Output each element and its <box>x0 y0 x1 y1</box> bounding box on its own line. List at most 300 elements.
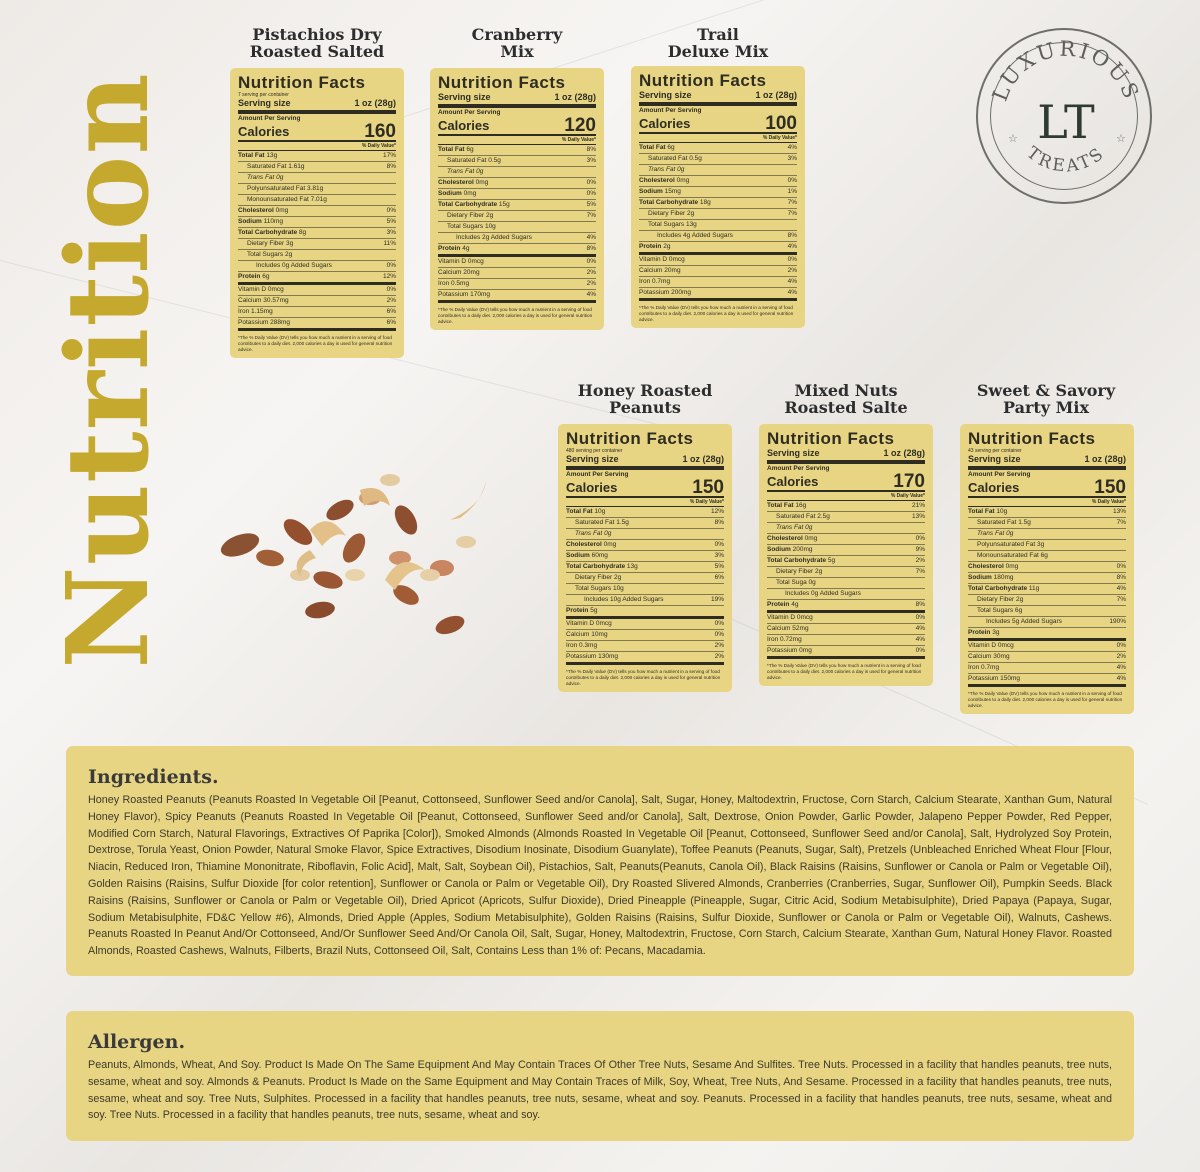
nutrient-name-cell <box>639 255 685 265</box>
nutrient-row <box>238 173 396 184</box>
nutrient-name: Calcium <box>438 269 462 276</box>
nutrient-name-cell <box>584 595 664 605</box>
nutrient-amount: 0mg <box>804 535 818 542</box>
nutrient-name-cell <box>238 228 306 238</box>
nutrient-row <box>566 518 724 529</box>
nutrient-daily-value: 0% <box>386 286 396 293</box>
nutrient-daily-value: 8% <box>386 163 396 170</box>
brand-seal-graphic <box>978 30 1154 206</box>
nutrient-name: Includes <box>657 232 682 239</box>
nutrient-daily-value: 2% <box>1116 653 1126 660</box>
nutrient-amount: 13g <box>685 221 697 228</box>
nutrient-name: Total Carbohydrate <box>639 199 699 206</box>
nutrient-suffix: Fat 0g <box>264 174 284 181</box>
nutrient-name-cell <box>238 272 269 282</box>
nutrient-row <box>968 663 1126 674</box>
nutrient-name: Dietary Fiber <box>977 596 1015 603</box>
calories-row <box>968 479 1126 498</box>
nutrient-name-cell <box>247 239 293 249</box>
nutrient-row <box>968 540 1126 551</box>
nutrient-daily-value: 7% <box>1116 519 1126 526</box>
calories-value: 120 <box>564 115 596 136</box>
serving-size-value: 1 oz (28g) <box>354 98 396 108</box>
nutrient-amount: 0.72mg <box>780 636 802 643</box>
star-icon: ☆ <box>1116 132 1126 145</box>
mixed-nuts-illustration <box>210 450 500 640</box>
nutrient-amount: 4g <box>462 245 470 252</box>
nutrient-daily-value: 4% <box>787 289 797 296</box>
nutrient-name: Total Fat <box>238 152 265 159</box>
nutrient-row <box>238 239 396 250</box>
nutrient-row <box>968 595 1126 606</box>
nutrient-name: Polyunsaturated Fat <box>977 541 1036 548</box>
nutrient-row <box>968 641 1126 652</box>
nutrient-name: Total Carbohydrate <box>968 585 1028 592</box>
nutrient-name: Iron <box>968 664 980 671</box>
nutrient-daily-value: 19% <box>710 596 724 603</box>
nutrient-amount: 1.5g <box>1018 519 1031 526</box>
calories-label: Calories <box>238 124 290 139</box>
nutrient-row <box>767 567 925 578</box>
product-title-line: Deluxe Mix <box>667 42 769 61</box>
nutrient-name: Protein <box>767 601 790 608</box>
nutrient-daily-value: 8% <box>586 146 596 153</box>
nutrient-amount: 0g Added Sugars <box>282 262 332 269</box>
nutrient-daily-value: 4% <box>586 234 596 241</box>
nutrient-name-cell <box>256 261 332 271</box>
nutrient-daily-value: 0% <box>915 647 925 654</box>
nutrient-row <box>238 162 396 173</box>
nutrient-name: Total Sugars <box>648 221 685 228</box>
nutrient-name: Total Sugars <box>977 607 1014 614</box>
nutrient-row <box>566 573 724 584</box>
nutrient-name: Trans <box>575 530 592 537</box>
product-title-honey-peanuts <box>545 382 745 416</box>
nutrient-name-cell <box>438 145 474 155</box>
daily-value-footnote: *The % Daily Value (DV) tells you how much a nutrient in a serving of food contributes to a daily diet. 2,000 calories a day is used for general nutrition advice. <box>968 691 1123 708</box>
nutrient-name: Dietary Fiber <box>247 240 285 247</box>
serving-size-label: Serving size <box>438 92 491 102</box>
nutrient-amount: 10g <box>484 223 496 230</box>
nutrient-row <box>968 551 1126 562</box>
daily-value-footnote: *The % Daily Value (DV) tells you how much a nutrient in a serving of food contributes to a daily diet. 2,000 calories a day is used for general nutrition advice. <box>238 335 393 352</box>
nutrient-name-cell <box>438 200 510 210</box>
nutrient-amount: 170mg <box>470 291 491 298</box>
nutrient-name: Cholesterol <box>438 179 474 186</box>
nutrient-amount: 18g <box>699 199 711 206</box>
nutrient-amount: 6g <box>262 273 270 280</box>
nutrition-label <box>430 68 604 330</box>
nutrient-amount: 4g <box>791 601 799 608</box>
nutrition-label <box>558 424 732 692</box>
nutrient-row <box>767 600 925 613</box>
product-title-line: Party Mix <box>1003 398 1089 417</box>
nutrient-name: Includes <box>256 262 281 269</box>
nutrient-name: Dietary Fiber <box>447 212 485 219</box>
nutrient-name-cell <box>566 562 638 572</box>
nutrient-daily-value: 8% <box>1116 574 1126 581</box>
nutrient-row <box>639 266 797 277</box>
nutrient-name: Total Carbohydrate <box>767 557 827 564</box>
nutrient-name-cell <box>639 277 670 287</box>
ingredients-panel <box>66 746 1134 976</box>
nutrient-row <box>639 154 797 165</box>
calories-value: 150 <box>692 477 724 498</box>
allergen-panel <box>66 1011 1134 1141</box>
amount-per-serving: Amount Per Serving <box>566 471 629 478</box>
nutrient-name-cell <box>648 209 694 219</box>
nutrient-daily-value: 13% <box>911 513 925 520</box>
nutrient-amount: 2g <box>687 210 695 217</box>
nutrient-name: Vitamin D <box>238 286 267 293</box>
nutrient-amount: 10g <box>594 508 606 515</box>
daily-value-footnote: *The % Daily Value (DV) tells you how much a nutrient in a serving of food contributes to a daily diet. 2,000 calories a day is used for general nutrition advice. <box>566 669 721 686</box>
nutrient-amount: 3.81g <box>307 185 324 192</box>
nutrient-name: Total Sugars <box>447 223 484 230</box>
nutrient-daily-value: 4% <box>1116 675 1126 682</box>
serving-size-label: Serving size <box>639 90 692 100</box>
nutrient-row <box>968 617 1126 628</box>
nutrient-row <box>438 244 596 257</box>
nutrient-name-cell <box>776 523 812 533</box>
nutrient-name-cell <box>977 606 1022 616</box>
nutrient-name: Sodium <box>438 190 462 197</box>
nutrient-name: Total Carbohydrate <box>566 563 626 570</box>
nutrient-amount: 0mg <box>603 541 617 548</box>
calories-row <box>767 473 925 492</box>
nutrient-name-cell <box>977 518 1031 528</box>
nutrient-name: Trans <box>247 174 264 181</box>
nutrient-name: Potassium <box>639 289 670 296</box>
nutrient-name: Total Fat <box>767 502 794 509</box>
calories-value: 100 <box>765 113 797 134</box>
serving-size-value: 1 oz (28g) <box>883 448 925 458</box>
daily-value-heading: % Daily Value* <box>968 498 1126 507</box>
nutrient-name-cell <box>566 551 608 561</box>
nutrient-name: Trans <box>648 166 665 173</box>
nutrient-name-cell <box>247 173 283 183</box>
nutrient-amount: 0.3mg <box>579 642 598 649</box>
nutrient-daily-value: 12% <box>382 273 396 280</box>
nutrient-daily-value: 0% <box>787 177 797 184</box>
nutrient-daily-value: 0% <box>915 535 925 542</box>
nutrient-amount: 11g <box>1028 585 1040 592</box>
nutrient-name-cell <box>767 556 835 566</box>
nutrient-name-cell <box>438 290 490 300</box>
nutrient-amount: 0.7mg <box>652 278 671 285</box>
nutrient-name-cell <box>438 279 469 289</box>
nutrient-amount: 2g <box>1016 596 1024 603</box>
nutrient-row <box>767 545 925 556</box>
nutrient-row <box>238 296 396 307</box>
calories-label: Calories <box>639 116 691 131</box>
nutrient-daily-value: 0% <box>586 258 596 265</box>
nutrient-name: Iron <box>639 278 651 285</box>
product-title-line: Honey Roasted <box>577 381 713 400</box>
nutrient-name: Protein <box>438 245 461 252</box>
nutrient-name: Dietary Fiber <box>575 574 613 581</box>
amount-per-serving: Amount Per Serving <box>438 109 501 116</box>
nutrient-amount: 3g <box>286 240 294 247</box>
nutrient-amount: 0mcg <box>668 256 685 263</box>
daily-value-footnote: *The % Daily Value (DV) tells you how much a nutrient in a serving of food contributes to a daily diet. 2,000 calories a day is used for general nutrition advice. <box>639 305 794 322</box>
nutrient-row <box>639 165 797 176</box>
nutrient-name-cell <box>968 507 1007 517</box>
nutrition-facts-heading: Nutrition Facts <box>438 73 566 92</box>
product-title-mixed-nuts <box>746 382 946 416</box>
nutrient-amount: 130mg <box>598 653 619 660</box>
nutrient-name: Iron <box>438 280 450 287</box>
nutrient-name: Cholesterol <box>767 535 803 542</box>
nutrient-amount: 0mcg <box>796 614 813 621</box>
nutrient-row <box>968 562 1126 573</box>
nutrient-row <box>566 652 724 665</box>
nutrient-daily-value: 190% <box>1109 618 1126 625</box>
nutrient-amount: 15mg <box>664 188 681 195</box>
nutrient-amount: 10g <box>996 508 1008 515</box>
nutrient-amount: 0mg <box>799 647 812 654</box>
nutrient-suffix: Fat 0g <box>994 530 1014 537</box>
nutrient-suffix: Fat 0g <box>793 524 813 531</box>
nutrient-row <box>438 189 596 200</box>
nutrient-row <box>566 562 724 573</box>
nutrient-row <box>767 635 925 646</box>
nutrient-name: Saturated Fat <box>648 155 688 162</box>
product-title-line: Peanuts <box>609 398 681 417</box>
nutrient-row <box>639 255 797 266</box>
daily-value-heading: % Daily Value* <box>238 142 396 151</box>
nutrient-row <box>639 198 797 209</box>
nutrient-amount: 0.5g <box>689 155 702 162</box>
nutrient-row <box>767 624 925 635</box>
nutrient-name: Trans <box>776 524 793 531</box>
nutrient-daily-value: 7% <box>1116 596 1126 603</box>
nutrient-row <box>968 507 1126 518</box>
nutrient-amount: 6g <box>667 144 675 151</box>
nutrient-name-cell <box>767 545 813 555</box>
nutrient-daily-value: 7% <box>915 568 925 575</box>
nutrient-daily-value: 7% <box>787 210 797 217</box>
nutrient-name: Sodium <box>639 188 663 195</box>
nutrient-amount: 150mg <box>1000 675 1021 682</box>
nutrition-facts-heading: Nutrition Facts <box>968 429 1096 448</box>
nutrient-name: Saturated Fat <box>776 513 816 520</box>
product-title-trail <box>618 26 818 60</box>
nutrient-row <box>968 573 1126 584</box>
nutrient-name: Total Carbohydrate <box>238 229 298 236</box>
nutrient-name-cell <box>776 512 830 522</box>
nutrient-name-cell <box>438 189 476 199</box>
nutrient-name-cell <box>968 562 1018 572</box>
nutrient-row <box>639 231 797 242</box>
nutrient-name-cell <box>639 176 689 186</box>
nutrient-amount: 4g Added Sugars <box>683 232 733 239</box>
brand-top-text: LUXURIOUS <box>987 36 1145 105</box>
nutrient-daily-value: 0% <box>386 262 396 269</box>
nutrient-name: Cholesterol <box>968 563 1004 570</box>
nutrient-daily-value: 11% <box>383 240 396 247</box>
nutrient-daily-value: 0% <box>714 541 724 548</box>
nutrient-name: Protein <box>566 607 589 614</box>
amount-per-serving: Amount Per Serving <box>639 107 702 114</box>
nutrient-name: Calcium <box>639 267 663 274</box>
nutrient-row <box>438 268 596 279</box>
calories-row <box>566 479 724 498</box>
nutrient-daily-value: 8% <box>915 601 925 608</box>
servings-per-container: 43 serving per container <box>968 448 1022 454</box>
nutrient-name: Iron <box>767 636 779 643</box>
nutrient-name: Trans <box>977 530 994 537</box>
nutrient-amount: 3g <box>992 629 1000 636</box>
serving-size-row <box>968 454 1126 470</box>
serving-size-value: 1 oz (28g) <box>554 92 596 102</box>
product-title-line: Pistachios Dry <box>252 25 382 44</box>
nutrient-name-cell <box>648 220 697 230</box>
nutrient-amount: 13g <box>626 563 638 570</box>
nutrient-name: Polyunsaturated Fat <box>247 185 306 192</box>
nutrient-daily-value: 4% <box>586 291 596 298</box>
nutrient-daily-value: 3% <box>787 155 797 162</box>
nutrient-daily-value: 7% <box>586 212 596 219</box>
nutrient-daily-value: 6% <box>714 574 724 581</box>
nutrient-amount: 2g <box>284 251 293 258</box>
nutrient-amount: 2g <box>663 243 671 250</box>
calories-label: Calories <box>566 480 618 495</box>
nutrition-facts-heading: Nutrition Facts <box>767 429 895 448</box>
nutrient-daily-value: 4% <box>787 278 797 285</box>
nutrient-name: Sodium <box>566 552 590 559</box>
nutrient-name-cell <box>566 540 616 550</box>
nutrient-name: Potassium <box>767 647 798 654</box>
nutrient-daily-value: 8% <box>586 245 596 252</box>
amount-per-serving: Amount Per Serving <box>968 471 1031 478</box>
nutrient-daily-value: 0% <box>386 207 396 214</box>
nutrient-row <box>238 217 396 228</box>
nutrient-name-cell <box>447 156 501 166</box>
nutrient-name-cell <box>968 628 999 638</box>
nutrient-daily-value: 5% <box>586 201 596 208</box>
nutrient-amount: 7.01g <box>310 196 327 203</box>
nutrient-name: Sodium <box>968 574 992 581</box>
nutrient-name-cell <box>977 551 1048 561</box>
nutrient-suffix: Fat 0g <box>592 530 612 537</box>
nutrient-name-cell <box>648 165 684 175</box>
nutrient-name: Trans <box>447 168 464 175</box>
nutrient-amount: 2g <box>815 568 823 575</box>
nutrient-amount: 3g <box>1037 541 1045 548</box>
nutrient-name-cell <box>785 589 861 599</box>
nutrient-daily-value: 0% <box>915 614 925 621</box>
product-title-line: Roasted Salted <box>249 42 385 61</box>
nutrient-amount: 1.5g <box>616 519 629 526</box>
nutrient-name: Potassium <box>238 319 269 326</box>
nutrient-name-cell <box>767 501 806 511</box>
nutrient-name: Cholesterol <box>238 207 274 214</box>
allergen-text: Peanuts, Almonds, Wheat, And Soy. Product Is Made On The Same Equipment And May Contain Traces Of Other Tree Nuts, Sesame And Sulfites. Tree Nuts. Processed in a facility that handles peanuts, tree nuts, sesame, wheat and soy. Almonds & Peanuts. Product Is Made on the Same Equipment and May Contain Traces of Milk, Soy, Wheat, Tree Nuts, And Sesame. Processed in a facility that handles peanuts, tree nuts, sesame, wheat and soy. Tree Nuts, Sulphites. Processed in a facility that handles peanuts, tree nuts, sesame, wheat and soy. Peanuts. Processed in a facility that handles peanuts, tree nuts, sesame, wheat and soy. Tree Nuts. Processed in a facility that handles peanuts, tree nuts, sesame, wheat and soy. <box>88 1059 1112 1122</box>
product-title-cranberry <box>417 26 617 60</box>
nutrient-amount: 0mg <box>1005 563 1019 570</box>
nutrient-row <box>438 290 596 303</box>
nutrient-name-cell <box>977 540 1044 550</box>
nutrient-row <box>438 279 596 290</box>
nutrient-amount: 180mg <box>993 574 1014 581</box>
calories-row <box>238 123 396 142</box>
serving-size-row <box>767 448 925 464</box>
nutrient-row <box>566 619 724 630</box>
nutrient-name: Total Sugars <box>575 585 612 592</box>
nutrient-row <box>968 674 1126 687</box>
nutrient-daily-value: 0% <box>714 631 724 638</box>
nutrient-row <box>438 178 596 189</box>
nutrient-name: Total Fat <box>968 508 995 515</box>
nutrition-facts-heading: Nutrition Facts <box>238 73 366 92</box>
nutrient-row <box>238 318 396 331</box>
nutrient-name: Vitamin D <box>639 256 668 263</box>
nutrient-daily-value: 0% <box>714 620 724 627</box>
nutrient-name-cell <box>639 187 681 197</box>
nutrient-name-cell <box>238 318 290 328</box>
nutrient-daily-value: 0% <box>1116 563 1126 570</box>
nutrient-name: Potassium <box>438 291 469 298</box>
nutrient-name-cell <box>438 268 480 278</box>
nutrient-row <box>767 578 925 589</box>
nutrient-row <box>639 143 797 154</box>
nutrient-name: Saturated Fat <box>247 163 287 170</box>
nutrition-label <box>759 424 933 686</box>
nutrient-row <box>438 257 596 268</box>
nutrient-amount: 52mg <box>792 625 809 632</box>
nutrient-amount: 0.5mg <box>451 280 470 287</box>
nutrient-amount: 5g <box>590 607 598 614</box>
nutrient-name-cell <box>986 617 1062 627</box>
nutrient-row <box>767 512 925 523</box>
nutrient-daily-value: 2% <box>386 297 396 304</box>
nutrient-row <box>238 272 396 285</box>
product-title-line: Roasted Salte <box>784 398 908 417</box>
nutrient-row <box>566 641 724 652</box>
brand-monogram: LT <box>1037 95 1095 149</box>
nutrient-name: Protein <box>238 273 261 280</box>
nutrient-name: Dietary Fiber <box>648 210 686 217</box>
nutrient-daily-value: 8% <box>714 519 724 526</box>
nutrient-row <box>238 228 396 239</box>
nutrient-daily-value: 1% <box>787 188 797 195</box>
nutrient-row <box>968 652 1126 663</box>
brand-seal-icon <box>976 28 1152 204</box>
nutrient-name-cell <box>767 613 813 623</box>
product-title-line: Mix <box>500 42 534 61</box>
nutrient-daily-value: 6% <box>386 319 396 326</box>
nutrient-row <box>968 518 1126 529</box>
nutrient-daily-value: 3% <box>714 552 724 559</box>
nutrient-amount: 8g <box>298 229 307 236</box>
serving-size-row <box>238 98 396 114</box>
nutrient-daily-value: 0% <box>586 179 596 186</box>
daily-value-heading: % Daily Value* <box>566 498 724 507</box>
nutrient-row <box>438 222 596 233</box>
nutrient-daily-value: 9% <box>915 546 925 553</box>
nutrient-daily-value: 4% <box>787 144 797 151</box>
nutrient-name-cell <box>238 296 289 306</box>
calories-value: 160 <box>364 121 396 142</box>
nutrient-amount: 110mg <box>263 218 284 225</box>
nutrient-name: Cholesterol <box>639 177 675 184</box>
nutrient-name: Protein <box>968 629 991 636</box>
nutrient-name-cell <box>639 288 691 298</box>
nutrient-row <box>238 206 396 217</box>
nutrient-name-cell <box>977 595 1023 605</box>
nutrient-row <box>238 151 396 162</box>
